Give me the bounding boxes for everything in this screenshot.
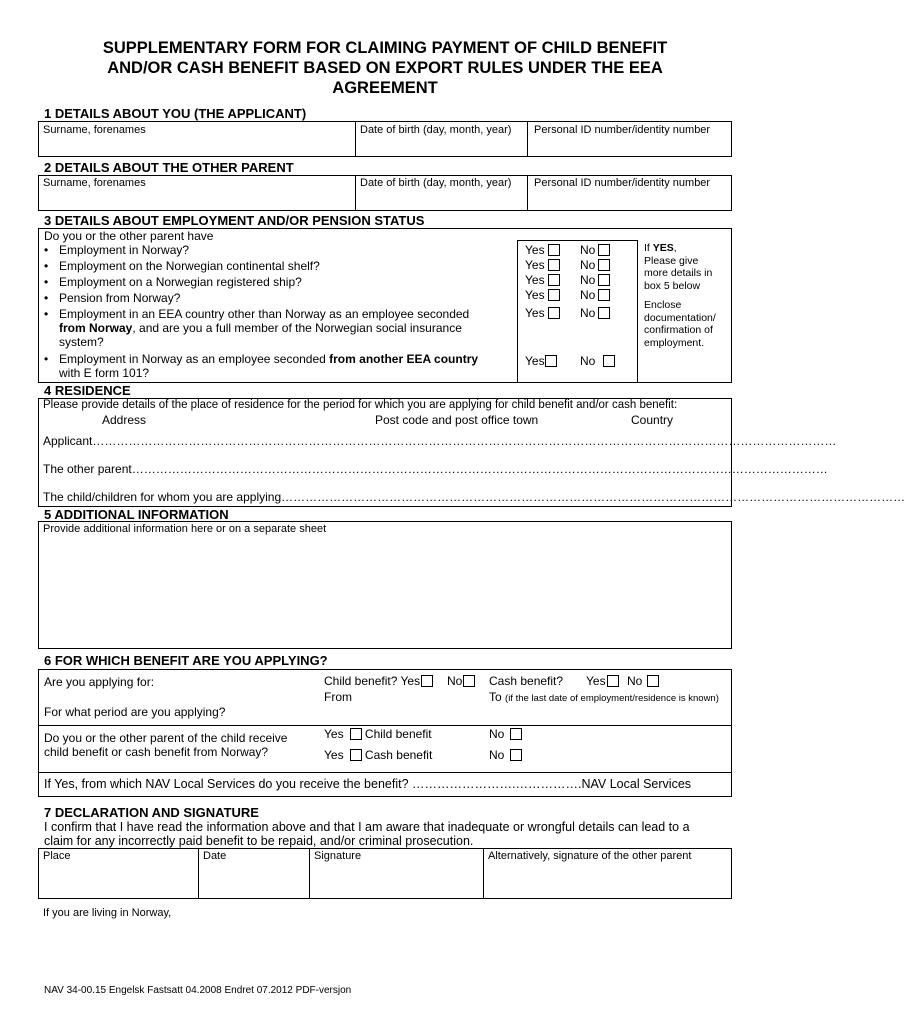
divider bbox=[637, 240, 638, 383]
label: Cash benefit bbox=[364, 748, 433, 762]
checkbox[interactable] bbox=[548, 289, 560, 301]
children-residence-field[interactable]: The child/children for whom you are applying………………………………………………………………………………………………………………………………………… bbox=[43, 490, 905, 504]
employment-norway-no[interactable] bbox=[580, 243, 610, 257]
note-line: employment. bbox=[644, 336, 705, 349]
applying-for-label: Are you applying for: bbox=[44, 675, 155, 689]
checkbox[interactable] bbox=[598, 274, 610, 286]
seconded-from-norway-no[interactable] bbox=[580, 306, 610, 320]
checkbox[interactable] bbox=[598, 244, 610, 256]
column-post-code: Post code and post office town bbox=[375, 413, 539, 427]
divider bbox=[355, 175, 356, 211]
nav-office-field[interactable] bbox=[44, 777, 691, 791]
divider bbox=[527, 175, 528, 211]
other-parent-name-field[interactable]: Surname, forenames bbox=[43, 177, 146, 189]
checkbox[interactable] bbox=[510, 728, 522, 740]
no-label: No bbox=[580, 273, 596, 287]
applicant-residence-field[interactable]: Applicant…………………………………………………………………………………………………………………………………………………………………… bbox=[43, 434, 837, 448]
text: Do you or the other parent of the child receive bbox=[44, 731, 288, 745]
bold-text: from another EEA country bbox=[329, 352, 479, 366]
checkbox[interactable] bbox=[647, 675, 659, 687]
employment-item-text: system? bbox=[59, 335, 104, 349]
yes-label: Yes bbox=[525, 243, 545, 257]
checkbox[interactable] bbox=[548, 274, 560, 286]
label: No bbox=[489, 727, 505, 741]
section-3-heading: 3 DETAILS ABOUT EMPLOYMENT AND/OR PENSION STATUS bbox=[44, 213, 425, 228]
label: Yes bbox=[324, 727, 344, 741]
cash-benefit-no[interactable] bbox=[627, 674, 659, 688]
note-line: Enclose bbox=[644, 299, 682, 311]
cash-benefit-label: Cash benefit? bbox=[489, 674, 564, 688]
applicant-id-field[interactable]: Personal ID number/identity number bbox=[534, 124, 711, 136]
text: claim for any incorrectly paid benefit to be repaid, and/or criminal prosecution. bbox=[44, 834, 474, 848]
no-label: No bbox=[580, 306, 596, 320]
yes-label: Yes bbox=[525, 258, 545, 272]
period-label: For what period are you applying? bbox=[44, 705, 226, 719]
place-field[interactable]: Place bbox=[43, 850, 71, 862]
employment-item-text: Employment on the Norwegian continental shelf? bbox=[59, 259, 320, 273]
continental-shelf-yes[interactable] bbox=[525, 258, 560, 272]
checkbox[interactable] bbox=[548, 244, 560, 256]
section-7-heading: 7 DECLARATION AND SIGNATURE bbox=[44, 805, 259, 820]
other-parent-dob-field[interactable]: Date of birth (day, month, year) bbox=[360, 177, 512, 189]
other-parent-residence-field[interactable]: The other parent………………………………………………………………………………………………………………………………………………………… bbox=[43, 462, 828, 476]
note-line: Please give bbox=[644, 254, 699, 267]
divider bbox=[483, 848, 484, 899]
checkbox[interactable] bbox=[603, 355, 615, 367]
form-footer: NAV 34-00.15 Engelsk Fastsatt 04.2008 Endret 07.2012 PDF-versjon bbox=[44, 985, 352, 996]
seconded-from-eea-no[interactable] bbox=[580, 354, 615, 368]
checkbox[interactable] bbox=[598, 259, 610, 271]
receive-cash-benefit-no[interactable] bbox=[489, 748, 522, 762]
title-line-2: AND/OR CASH BENEFIT BASED ON EXPORT RULES UNDER THE EEA bbox=[107, 59, 663, 77]
other-parent-id-field[interactable]: Personal ID number/identity number bbox=[534, 177, 711, 189]
note-line: more details in bbox=[644, 267, 713, 279]
text: , bbox=[673, 242, 677, 254]
section-1-heading: 1 DETAILS ABOUT YOU (THE APPLICANT) bbox=[44, 106, 307, 121]
bold-text: from Norway bbox=[59, 321, 133, 335]
section-2-heading: 2 DETAILS ABOUT THE OTHER PARENT bbox=[44, 160, 294, 175]
employment-item: • Employment on a Norwegian registered ship? bbox=[44, 275, 302, 289]
divider bbox=[355, 121, 356, 157]
signature-field[interactable]: Signature bbox=[314, 850, 362, 862]
no-label: No bbox=[580, 258, 596, 272]
period-from-field[interactable]: From bbox=[324, 690, 352, 704]
receive-question bbox=[44, 731, 287, 759]
note-line: confirmation of bbox=[644, 324, 713, 336]
employment-item-text: Employment on a Norwegian registered ship? bbox=[59, 275, 302, 289]
divider bbox=[517, 240, 637, 241]
employment-norway-yes[interactable] bbox=[525, 243, 560, 257]
label: Child benefit? Yes bbox=[324, 674, 421, 688]
checkbox[interactable] bbox=[421, 675, 433, 687]
label: Child benefit bbox=[364, 727, 432, 741]
text: , and are you a full member of the Norwegian social insurance bbox=[132, 321, 462, 335]
text: Employment in Norway as an employee seconded bbox=[59, 352, 330, 366]
label: To bbox=[489, 690, 502, 704]
employment-intro: Do you or the other parent have bbox=[44, 229, 214, 243]
note-line: box 5 below bbox=[644, 279, 701, 292]
declaration-text bbox=[44, 820, 690, 848]
no-label: No bbox=[580, 288, 596, 302]
applicant-name-field[interactable]: Surname, forenames bbox=[43, 124, 146, 136]
label: No bbox=[627, 674, 643, 688]
checkbox[interactable] bbox=[350, 728, 362, 740]
label: No bbox=[447, 674, 463, 688]
section-4-heading: 4 RESIDENCE bbox=[44, 383, 131, 398]
title-line-3: AGREEMENT bbox=[332, 79, 438, 97]
text: If bbox=[644, 242, 653, 254]
employment-item: • Employment in Norway as an employee seconded from another EEA country with E form 101? bbox=[44, 352, 514, 380]
child-benefit-yes[interactable] bbox=[324, 674, 433, 688]
row-label: Applicant bbox=[43, 434, 93, 448]
text: NAV Local Services bbox=[581, 777, 692, 791]
form-title bbox=[40, 38, 730, 98]
section-5-heading: 5 ADDITIONAL INFORMATION bbox=[44, 507, 229, 522]
yes-label: Yes bbox=[525, 306, 545, 320]
checkbox[interactable] bbox=[548, 259, 560, 271]
note-line: documentation/ bbox=[644, 311, 716, 324]
checkbox[interactable] bbox=[350, 749, 362, 761]
registered-ship-yes[interactable] bbox=[525, 273, 560, 287]
section-6-heading: 6 FOR WHICH BENEFIT ARE YOU APPLYING? bbox=[44, 653, 328, 668]
employment-item-text: Pension from Norway? bbox=[59, 291, 181, 305]
label: Yes bbox=[586, 674, 606, 688]
pension-no[interactable] bbox=[580, 288, 610, 302]
checkbox[interactable] bbox=[510, 749, 522, 761]
employment-item: • Employment in an EEA country other than Norway as an employee seconded from Norway, and are you a full member of the Norwegian social insurance system? bbox=[44, 307, 514, 349]
checkbox[interactable] bbox=[598, 307, 610, 319]
applicant-dob-field[interactable]: Date of birth (day, month, year) bbox=[360, 124, 512, 136]
text: I confirm that I have read the information above and that I am aware that inadequate or wrongful details can lead to a bbox=[44, 820, 690, 834]
receive-child-benefit-yes[interactable] bbox=[324, 727, 432, 741]
employment-item: • Employment on the Norwegian continental shelf? bbox=[44, 259, 320, 273]
title-line-1: SUPPLEMENTARY FORM FOR CLAIMING PAYMENT OF CHILD BENEFIT bbox=[102, 39, 668, 57]
alt-signature-field[interactable]: Alternatively, signature of the other parent bbox=[488, 850, 692, 862]
period-to-field[interactable] bbox=[489, 690, 719, 704]
seconded-from-eea-yes[interactable] bbox=[525, 354, 557, 368]
checkbox[interactable] bbox=[548, 307, 560, 319]
divider bbox=[527, 121, 528, 157]
no-label: No bbox=[580, 354, 596, 368]
employment-item-text: Employment in an EEA country other than Norway as an employee seconded bbox=[59, 307, 470, 321]
yes-label: Yes bbox=[525, 273, 545, 287]
divider bbox=[198, 848, 199, 899]
additional-info-intro: Provide additional information here or on a separate sheet bbox=[43, 523, 327, 535]
yes-label: Yes bbox=[525, 354, 545, 368]
divider bbox=[38, 772, 732, 773]
employment-item-text: Employment in Norway? bbox=[59, 243, 190, 257]
column-country: Country bbox=[631, 413, 674, 427]
checkbox[interactable] bbox=[463, 675, 475, 687]
checkbox[interactable] bbox=[545, 355, 557, 367]
residence-intro: Please provide details of the place of residence for the period for which you are applying for child benefit and/or cash benefit: bbox=[43, 399, 678, 411]
pension-yes[interactable] bbox=[525, 288, 560, 302]
divider bbox=[38, 725, 732, 726]
checkbox[interactable] bbox=[607, 675, 619, 687]
column-address: Address bbox=[102, 413, 147, 427]
text: If Yes, from which NAV Local Services do you receive the benefit? bbox=[44, 777, 413, 791]
divider bbox=[309, 848, 310, 899]
cash-benefit-yes[interactable] bbox=[586, 674, 619, 688]
employment-item: • Employment in Norway? bbox=[44, 243, 190, 257]
employment-note bbox=[644, 242, 730, 349]
receive-child-benefit-no[interactable] bbox=[489, 727, 522, 741]
row-label: The child/children for whom you are applying bbox=[43, 490, 282, 504]
no-label: No bbox=[580, 243, 596, 257]
text: child benefit or cash benefit from Norway? bbox=[44, 745, 269, 759]
row-label: The other parent bbox=[43, 462, 132, 476]
label: No bbox=[489, 748, 505, 762]
registered-ship-no[interactable] bbox=[580, 273, 610, 287]
yes-label: Yes bbox=[525, 288, 545, 302]
receive-cash-benefit-yes[interactable] bbox=[324, 748, 432, 762]
label: Yes bbox=[324, 748, 344, 762]
employment-item: • Pension from Norway? bbox=[44, 291, 181, 305]
date-field[interactable]: Date bbox=[203, 850, 227, 862]
checkbox[interactable] bbox=[598, 289, 610, 301]
note: (if the last date of employment/residence is known) bbox=[505, 693, 719, 704]
employment-item-text: with E form 101? bbox=[59, 366, 150, 380]
divider bbox=[517, 240, 518, 383]
living-in-norway-text: If you are living in Norway, bbox=[43, 907, 172, 919]
text: …………………….……………. bbox=[412, 777, 582, 791]
seconded-from-norway-yes[interactable] bbox=[525, 306, 560, 320]
child-benefit-no[interactable] bbox=[447, 674, 475, 688]
additional-info-field[interactable] bbox=[38, 521, 732, 649]
continental-shelf-no[interactable] bbox=[580, 258, 610, 272]
bold-text: YES bbox=[652, 242, 674, 254]
